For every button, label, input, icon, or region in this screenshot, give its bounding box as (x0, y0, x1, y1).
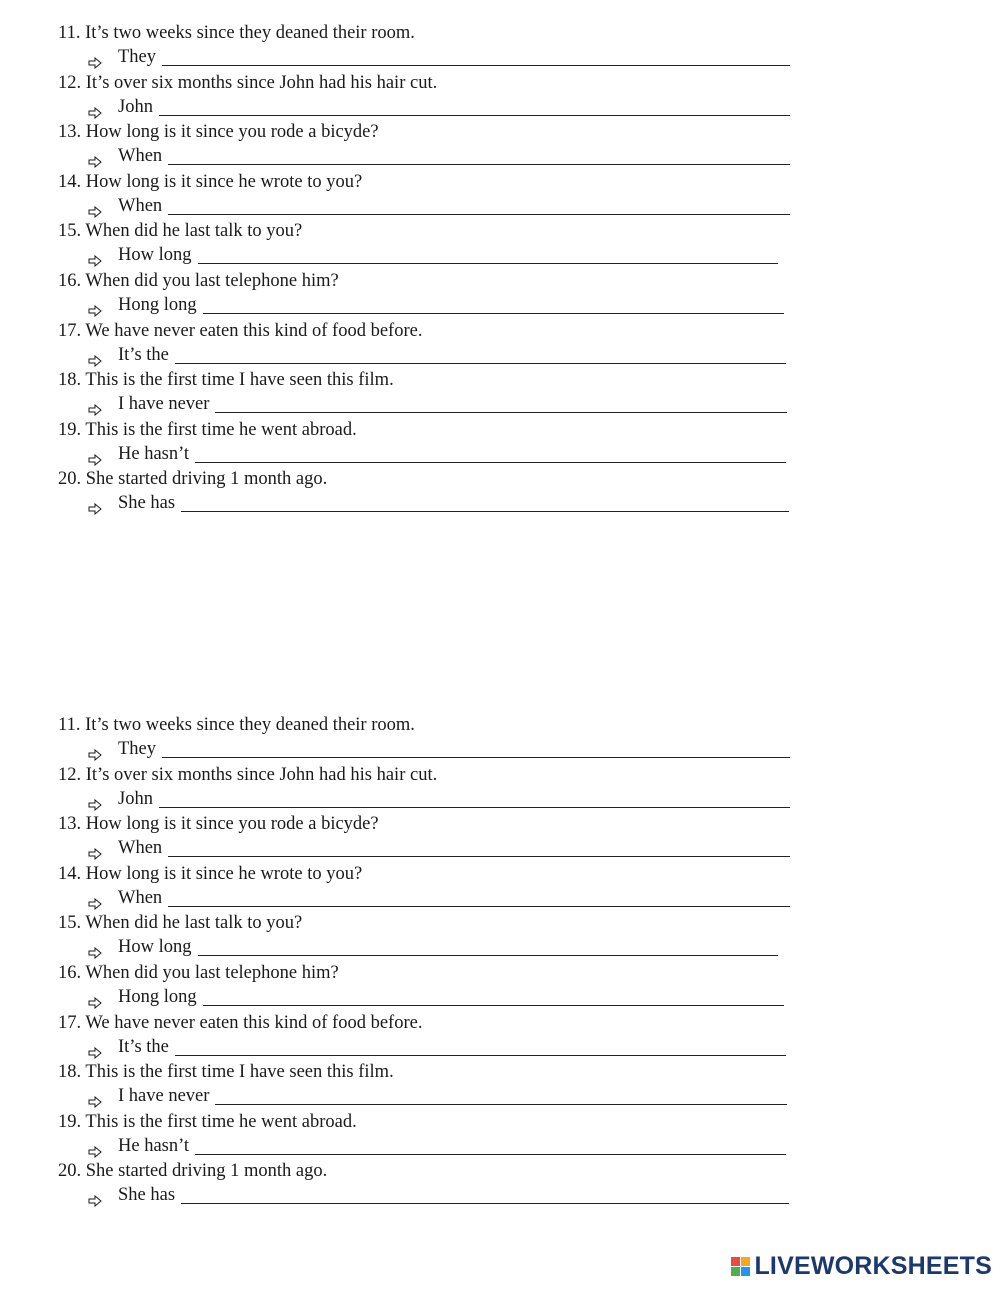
exercise-item-15 (0, 219, 1000, 269)
answer-input[interactable] (181, 1183, 789, 1204)
answer-row (88, 491, 789, 515)
answer-lead: When (118, 195, 163, 216)
exercise-item-13 (0, 120, 1000, 170)
exercise-item-20 (0, 467, 1000, 517)
exercise-item-19 (0, 1110, 1000, 1160)
answer-input[interactable] (175, 1035, 786, 1056)
question-text: 19. This is the first time he went abroad. (58, 1111, 357, 1132)
answer-input[interactable] (168, 836, 790, 857)
answer-lead: They (118, 47, 157, 67)
exercise-item-12 (0, 71, 1000, 121)
answer-input[interactable] (198, 935, 779, 956)
exercise-item-17 (0, 1011, 1000, 1061)
answer-lead: When (118, 146, 163, 167)
arrow-right-outline-icon (88, 1091, 112, 1108)
answer-lead: It’s the (118, 1036, 169, 1057)
exercise-item-20 (0, 1159, 1000, 1209)
exercise-item-15 (0, 911, 1000, 961)
answer-input[interactable] (168, 194, 790, 215)
arrow-right-outline-icon (88, 744, 112, 761)
exercise-item-12 (0, 763, 1000, 813)
arrow-right-outline-icon (88, 350, 112, 367)
question-text: 11. It’s two weeks since they deaned their room. (58, 23, 415, 43)
arrow-right-outline-icon (88, 449, 112, 466)
question-text: 12. It’s over six months since John had his hair cut. (58, 764, 438, 785)
arrow-right-outline-icon (88, 498, 112, 515)
answer-row (88, 95, 790, 119)
exercise-item-19 (0, 418, 1000, 468)
arrow-right-outline-icon (88, 201, 112, 218)
arrow-right-outline-icon (88, 151, 112, 168)
exercise-item-11 (0, 713, 1000, 763)
arrow-right-outline-icon (88, 52, 112, 69)
answer-input[interactable] (203, 293, 784, 314)
question-text: 20. She started driving 1 month ago. (58, 1161, 328, 1182)
question-text: 13. How long is it since you rode a bicyde? (58, 122, 379, 143)
answer-row (88, 985, 784, 1009)
answer-row (88, 1134, 786, 1158)
answer-input[interactable] (168, 886, 790, 907)
answer-lead: I have never (118, 1086, 210, 1107)
answer-input[interactable] (195, 442, 786, 463)
answer-lead: They (118, 739, 157, 759)
answer-input[interactable] (159, 95, 790, 116)
exercise-item-18 (0, 368, 1000, 418)
exercise-item-17 (0, 319, 1000, 369)
answer-input[interactable] (162, 737, 790, 758)
arrow-right-outline-icon (88, 399, 112, 416)
answer-input[interactable] (198, 243, 779, 264)
question-text: 19. This is the first time he went abroad. (58, 419, 357, 440)
arrow-right-outline-icon (88, 300, 112, 317)
question-text: 11. It’s two weeks since they deaned their room. (58, 715, 415, 735)
answer-lead: Hong long (118, 986, 197, 1007)
arrow-right-outline-icon (88, 1190, 112, 1207)
answer-row (88, 1084, 787, 1108)
answer-lead: Hong long (118, 294, 197, 315)
exercise-item-16 (0, 961, 1000, 1011)
answer-row (88, 293, 784, 317)
answer-row (88, 392, 787, 416)
exercise-item-14 (0, 862, 1000, 912)
question-text: 15. When did he last talk to you? (58, 221, 303, 242)
answer-lead: When (118, 838, 163, 859)
worksheet-bottom (0, 713, 1000, 1209)
question-text: 12. It’s over six months since John had his hair cut. (58, 72, 438, 93)
answer-lead: When (118, 887, 163, 908)
answer-input[interactable] (203, 985, 784, 1006)
answer-row (88, 787, 790, 811)
exercise-item-11 (0, 21, 1000, 71)
answer-input[interactable] (195, 1134, 786, 1155)
question-text: 20. She started driving 1 month ago. (58, 469, 328, 490)
answer-input[interactable] (215, 392, 787, 413)
question-text: 13. How long is it since you rode a bicyde? (58, 814, 379, 835)
answer-row (88, 836, 790, 860)
arrow-right-outline-icon (88, 893, 112, 910)
answer-input[interactable] (159, 787, 790, 808)
question-text: 16. When did you last telephone him? (58, 270, 339, 291)
arrow-right-outline-icon (88, 942, 112, 959)
answer-lead: How long (118, 245, 192, 266)
arrow-right-outline-icon (88, 992, 112, 1009)
exercise-item-16 (0, 269, 1000, 319)
question-text: 16. When did you last telephone him? (58, 962, 339, 983)
answer-row (88, 243, 778, 267)
question-text: 17. We have never eaten this kind of food before. (58, 1012, 423, 1033)
question-text: 18. This is the first time I have seen this film. (58, 370, 394, 391)
exercise-item-13 (0, 812, 1000, 862)
answer-lead: I have never (118, 394, 210, 415)
answer-input[interactable] (181, 491, 789, 512)
arrow-right-outline-icon (88, 843, 112, 860)
question-text: 17. We have never eaten this kind of food before. (58, 320, 423, 341)
answer-lead: He hasn’t (118, 443, 190, 464)
logo-text: LIVEWORKSHEETS (754, 1252, 992, 1280)
question-text: 14. How long is it since he wrote to you? (58, 863, 363, 884)
exercise-item-14 (0, 170, 1000, 220)
logo-tiles-icon (731, 1257, 750, 1276)
arrow-right-outline-icon (88, 1141, 112, 1158)
answer-row (88, 935, 778, 959)
answer-lead: John (118, 788, 153, 809)
answer-lead: He hasn’t (118, 1135, 190, 1156)
question-text: 15. When did he last talk to you? (58, 913, 303, 934)
answer-row (88, 1035, 786, 1059)
answer-row (88, 144, 790, 168)
answer-row (88, 886, 790, 910)
answer-row (88, 737, 790, 761)
answer-row (88, 1183, 789, 1207)
question-text: 18. This is the first time I have seen this film. (58, 1062, 394, 1083)
answer-row (88, 45, 790, 69)
answer-input[interactable] (215, 1084, 787, 1105)
answer-input[interactable] (162, 45, 790, 66)
answer-lead: She has (118, 1185, 176, 1206)
liveworksheets-logo[interactable] (731, 1252, 992, 1281)
answer-row (88, 194, 790, 218)
question-text: 14. How long is it since he wrote to you? (58, 171, 363, 192)
answer-lead: How long (118, 937, 192, 958)
answer-row (88, 343, 786, 367)
arrow-right-outline-icon (88, 250, 112, 267)
answer-lead: John (118, 96, 153, 117)
exercise-item-18 (0, 1060, 1000, 1110)
answer-lead: It’s the (118, 344, 169, 365)
worksheet-top (0, 21, 1000, 517)
answer-input[interactable] (175, 343, 786, 364)
answer-row (88, 442, 786, 466)
arrow-right-outline-icon (88, 1042, 112, 1059)
answer-input[interactable] (168, 144, 790, 165)
answer-lead: She has (118, 493, 176, 514)
arrow-right-outline-icon (88, 794, 112, 811)
arrow-right-outline-icon (88, 102, 112, 119)
